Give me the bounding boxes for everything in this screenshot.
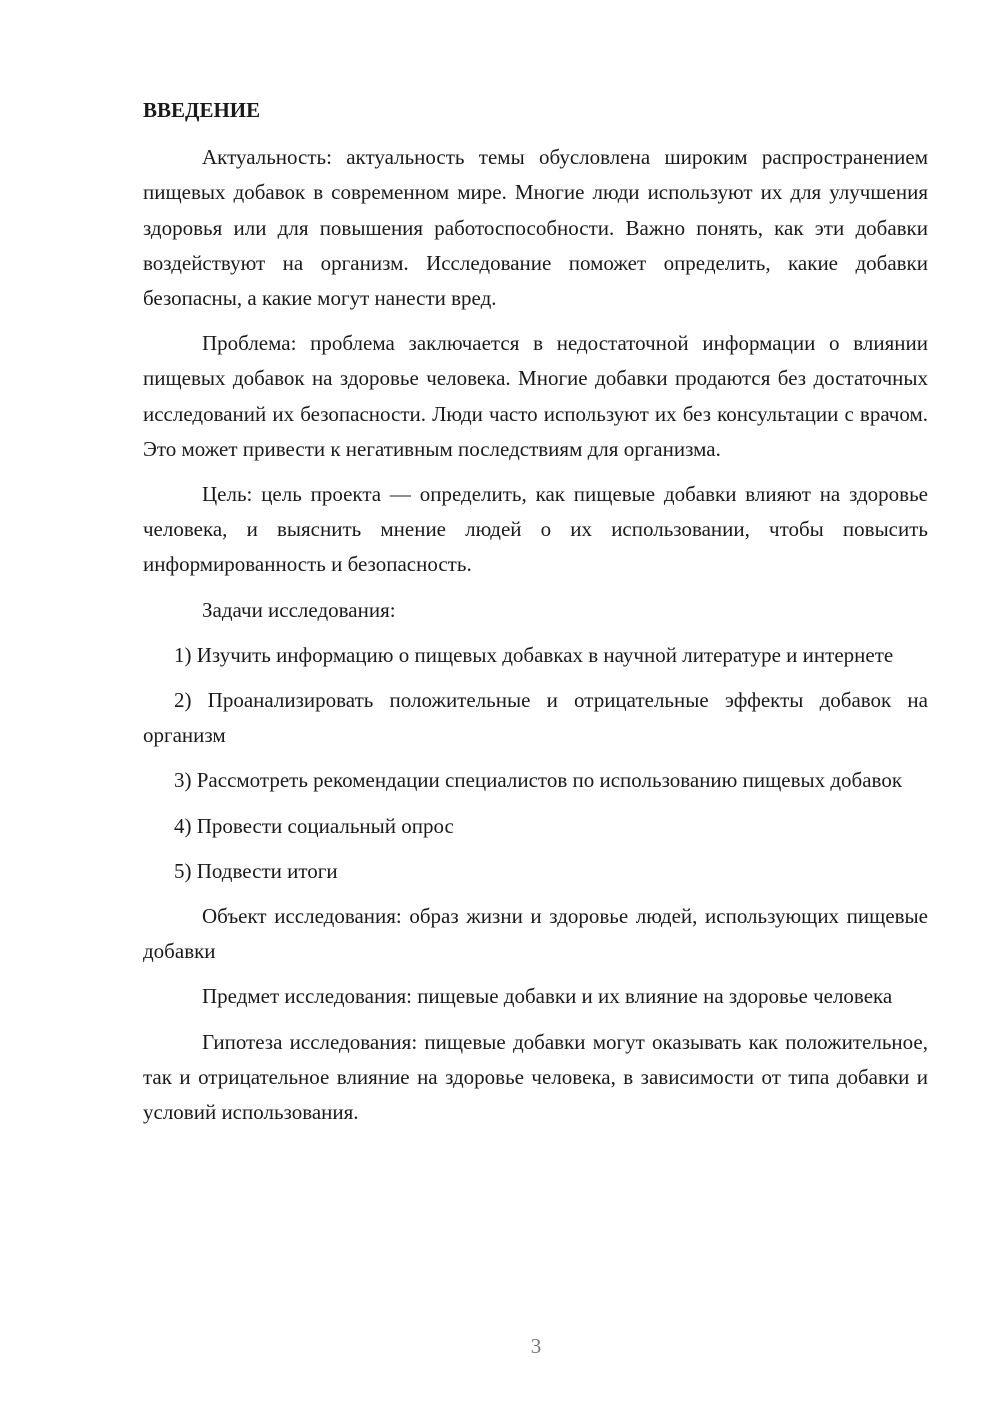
paragraph-goal: Цель: цель проекта — определить, как пищевые добавки влияют на здоровье человека, и выяснить мнение людей о их использовании, чтобы повысить информированность и безопасность. <box>143 482 928 577</box>
list-item: 3) Рассмотреть рекомендации специалистов по использованию пищевых добавок <box>174 768 903 793</box>
tasks-heading: Задачи исследования: <box>202 597 396 622</box>
list-item: 4) Провести социальный опрос <box>174 813 454 838</box>
tasks-list <box>143 638 928 889</box>
paragraph-problem: Проблема: проблема заключается в недостаточной информации о влиянии пищевых добавок на здоровье человека. Многие добавки продаются без достаточных исследований их безопасности. Люди часто используют их без консультации с врачом. Это может привести к негативным последствиям для организма. <box>143 331 928 461</box>
list-item: 5) Подвести итоги <box>174 858 338 883</box>
paragraph-hypothesis: Гипотеза исследования: пищевые добавки могут оказывать как положительное, так и отрицательное влияние на здоровье человека, в зависимости от типа добавки и условий использования. <box>143 1029 928 1125</box>
document-page <box>143 93 928 1140</box>
list-item: 1) Изучить информацию о пищевых добавках в научной литературе и интернете <box>174 642 894 667</box>
paragraph-object: Объект исследования: образ жизни и здоровье людей, использующих пищевые добавки <box>143 904 928 964</box>
page-number: 3 <box>530 1334 542 1358</box>
page-title: ВВЕДЕНИЕ <box>143 98 261 122</box>
list-item: 2) Проанализировать положительные и отрицательные эффекты добавок на организм <box>143 688 928 748</box>
paragraph-subject: Предмет исследования: пищевые добавки и их влияние на здоровье человека <box>202 984 893 1009</box>
paragraph-relevance: Актуальность: актуальность темы обусловлена широким распространением пищевых добавок в современном мире. Многие люди используют их для улучшения здоровья или для повышения работоспособности. Важно понять, как эти добавки воздействуют на организм. Исследование поможет определить, какие добавки безопасны, а какие могут нанести вред. <box>143 145 928 311</box>
